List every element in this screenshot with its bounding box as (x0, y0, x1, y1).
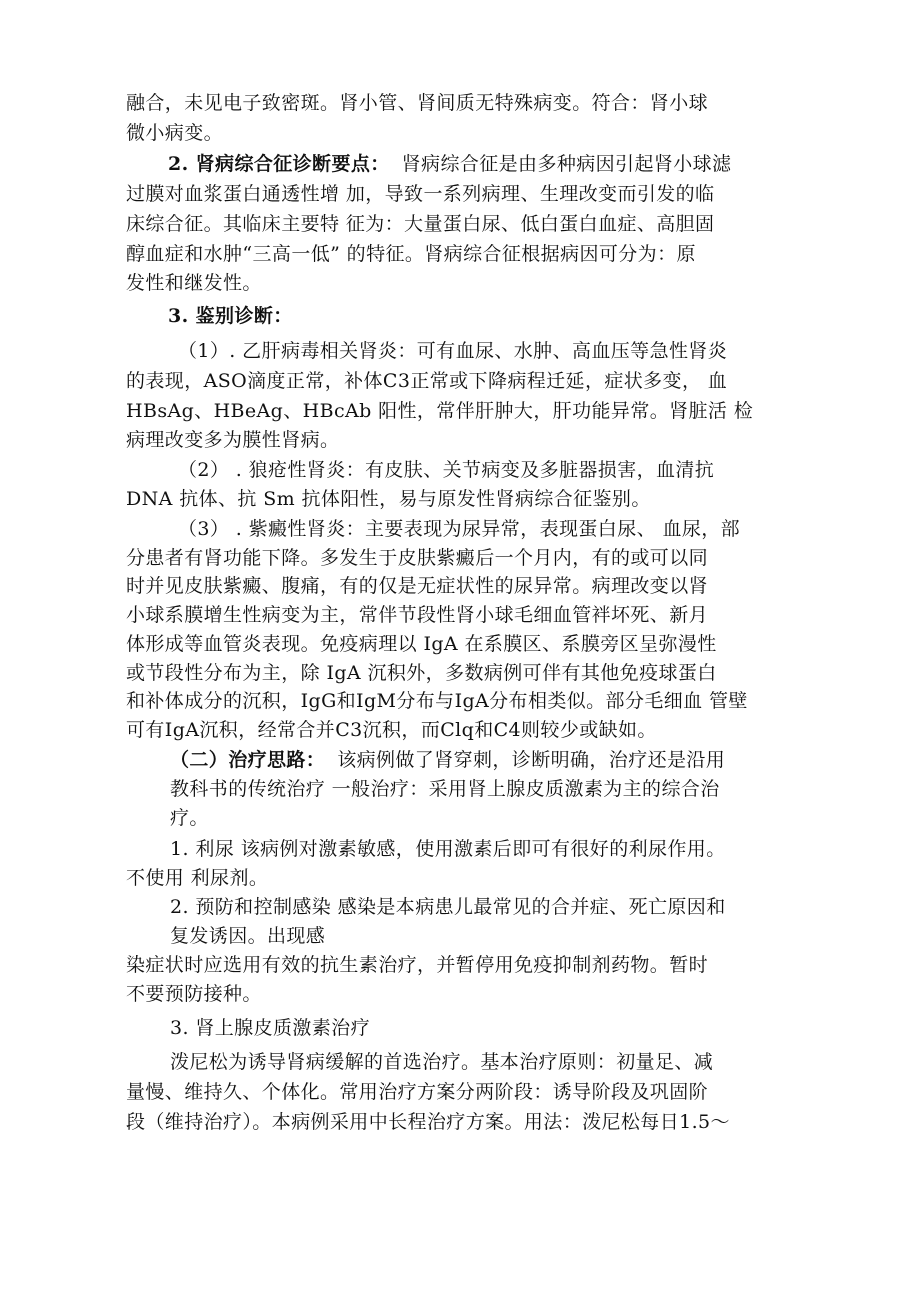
text-line: （1）. 乙肝病毒相关肾炎：可有血尿、水肿、高血压等急性肾炎 (178, 340, 728, 362)
text-line: 段（维持治疗）。本病例采用中长程治疗方案。用法：泼尼松每日1.5～ (126, 1111, 730, 1133)
text-line: 教科书的传统治疗 一般治疗：采用肾上腺皮质激素为主的综合治 (170, 778, 720, 800)
text-line: 床综合征。其临床主要特 征为：大量蛋白尿、低白蛋白血症、高胆固 (126, 213, 715, 235)
text-line: DNA 抗体、抗 Sm 抗体阳性，易与原发性肾病综合征鉴别。 (126, 488, 651, 510)
text-line: 疗。 (170, 807, 209, 829)
text-line: 染症状时应选用有效的抗生素治疗，并暂停用免疫抑制剂药物。暂时 (126, 954, 709, 976)
text-line: 该病例做了肾穿刺，诊断明确，治疗还是沿用 (337, 749, 726, 771)
text-line: HBsAg、HBeAg、HBcAb 阳性，常伴肝肿大，肝功能异常。肾脏活 检 (126, 400, 754, 422)
text-line: 的表现，ASO滴度正常，补体C3正常或下降病程迁延，症状多变， 血 (126, 370, 728, 392)
text-line: 融合，未见电子致密斑。肾小管、肾间质无特殊病变。符合：肾小球 (126, 92, 709, 114)
text-line: 不要预防接种。 (126, 983, 262, 1005)
text-line: 不使用 利尿剂。 (126, 867, 269, 889)
text-line: 量慢、维持久、个体化。常用治疗方案分两阶段：诱导阶段及巩固阶 (126, 1081, 709, 1103)
text-line: 或节段性分布为主，除 IgA 沉积外，多数病例可伴有其他免疫球蛋白 (126, 662, 717, 684)
text-line: 发性和继发性。 (126, 272, 262, 294)
text-line: 1. 利尿 该病例对激素敏感，使用激素后即可有很好的利尿作用。 (170, 838, 726, 860)
section-heading: （二）治疗思路： (170, 749, 326, 771)
text-line: 体形成等血管炎表现。免疫病理以 IgA 在系膜区、系膜旁区呈弥漫性 (126, 633, 717, 655)
text-line: 3. 肾上腺皮质激素治疗 (170, 1017, 370, 1039)
text-line: 微小病变。 (126, 122, 224, 144)
text-line: （3） . 紫癜性肾炎：主要表现为尿异常，表现蛋白尿、 血尿，部 (178, 518, 741, 540)
text-line: 病理改变多为膜性肾病。 (126, 429, 340, 451)
text-line: 时并见皮肤紫癜、腹痛，有的仅是无症状性的尿异常。病理改变以肾 (126, 575, 709, 597)
section-heading: 2. 肾病综合征诊断要点： (168, 153, 390, 175)
text-line: 复发诱因。出现感 (170, 925, 326, 947)
text-line: 泼尼松为诱导肾病缓解的首选治疗。基本治疗原则：初量足、减 (170, 1051, 714, 1073)
text-line: 分患者有肾功能下降。多发生于皮肤紫癜后一个月内，有的或可以同 (126, 547, 709, 569)
section-heading: 3. 鉴别诊断： (168, 305, 293, 327)
text-line: 和补体成分的沉积，IgG和IgM分布与IgA分布相类似。部分毛细血 管壁 (126, 690, 748, 712)
section-paragraph-line (168, 149, 731, 179)
text-line: 过膜对血浆蛋白通透性增 加，导致一系列病理、生理改变而引发的临 (126, 183, 715, 205)
text-line: 可有IgA沉积，经常合并C3沉积，而Clq和C4则较少或缺如。 (126, 719, 657, 741)
text-line: 小球系膜增生性病变为主，常伴节段性肾小球毛细血管袢坏死、新月 (126, 604, 709, 626)
text-line: （2） . 狼疮性肾炎：有皮肤、关节病变及多脏器损害，血清抗 (178, 459, 715, 481)
text-line: 醇血症和水肿“三高一低” 的特征。肾病综合征根据病因可分为：原 (126, 243, 696, 265)
section-paragraph-line (170, 745, 725, 775)
text-line: 2. 预防和控制感染 感染是本病患儿最常见的合并症、死亡原因和 (170, 896, 726, 918)
text-line: 肾病综合征是由多种病因引起肾小球滤 (401, 153, 732, 175)
